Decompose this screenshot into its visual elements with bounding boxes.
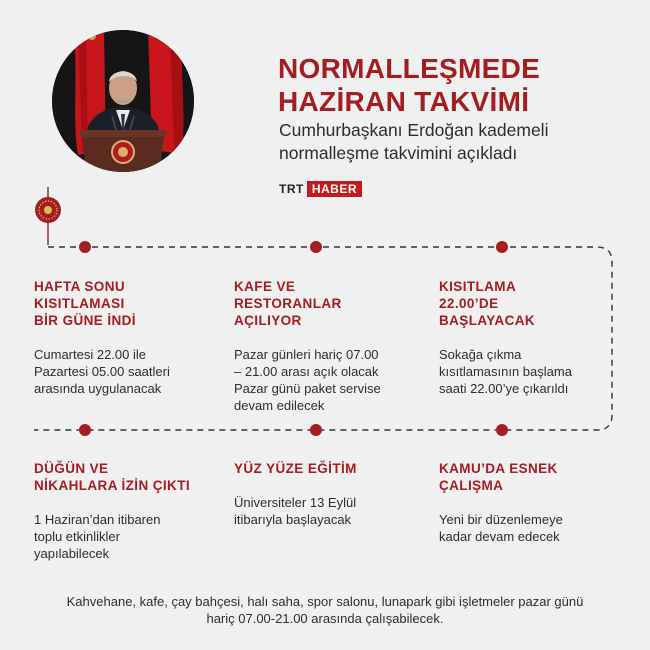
item-title-line: KAMU’DA ESNEK — [439, 461, 558, 476]
item-title-line: KISITLAMA — [439, 279, 517, 294]
logo-haber: HABER — [307, 181, 362, 197]
timeline-dot — [79, 241, 91, 253]
timeline-item — [34, 278, 214, 397]
item-title-line: YÜZ YÜZE EĞİTİM — [234, 461, 357, 476]
item-title-line: ÇALIŞMA — [439, 478, 504, 493]
subtitle-line: normalleşme takvimini açıkladı — [279, 143, 518, 163]
footnote-line: Kahvehane, kafe, çay bahçesi, halı saha, spor salonu, lunapark gibi işletmeler pazar günü — [66, 594, 584, 609]
timeline-dot — [310, 241, 322, 253]
item-text-line: itibarıyla başlayacak — [234, 512, 352, 527]
item-title-line: BİR GÜNE İNDİ — [34, 313, 136, 328]
item-title-line: KAFE VE — [234, 279, 296, 294]
item-title — [439, 460, 619, 494]
timeline-dot — [496, 424, 508, 436]
item-title — [439, 278, 619, 329]
subtitle-line: Cumhurbaşkanı Erdoğan kademeli — [279, 120, 549, 140]
item-text-line: Pazar günleri hariç 07.00 — [234, 347, 379, 362]
item-title-line: KISITLAMASI — [34, 296, 125, 311]
item-text — [34, 346, 214, 397]
item-text-line: kadar devam edecek — [439, 529, 560, 544]
item-text-line: arasında uygulanacak — [34, 381, 162, 396]
item-text-line: toplu etkinlikler — [34, 529, 120, 544]
item-text-line: Pazar günü paket servise — [234, 381, 381, 396]
item-text-line: – 21.00 arası açık olacak — [234, 364, 379, 379]
item-text — [34, 511, 214, 562]
item-title-line: DÜĞÜN VE — [34, 461, 109, 476]
timeline-item — [234, 460, 414, 528]
footnote-line: hariç 07.00-21.00 arasında çalışabilecek. — [206, 611, 444, 626]
item-title — [234, 278, 414, 329]
item-text-line: yapılabilecek — [34, 546, 110, 561]
item-title-line: 22.00’DE — [439, 296, 499, 311]
item-title — [34, 460, 214, 494]
item-text-line: Yeni bir düzenlemeye — [439, 512, 563, 527]
item-text — [439, 346, 619, 397]
item-title-line: BAŞLAYACAK — [439, 313, 536, 328]
item-text-line: saati 22.00’ye çıkarıldı — [439, 381, 569, 396]
item-title — [34, 278, 214, 329]
timeline-dot — [79, 424, 91, 436]
timeline-item — [34, 460, 214, 562]
item-text-line: Cumartesi 22.00 ile — [34, 347, 146, 362]
item-text — [234, 494, 414, 528]
item-title-line: NİKAHLARA İZİN ÇIKTI — [34, 478, 190, 493]
item-text — [439, 511, 619, 545]
logo-trt: TRT — [279, 181, 304, 196]
item-title-line: HAFTA SONU — [34, 279, 125, 294]
item-text-line: 1 Haziran’dan itibaren — [34, 512, 161, 527]
title-line: HAZİRAN TAKVİMİ — [278, 86, 530, 117]
timeline-item — [439, 278, 619, 397]
title-line: NORMALLEŞMEDE — [278, 53, 541, 84]
footnote — [20, 593, 630, 627]
item-text-line: Pazartesi 05.00 saatleri — [34, 364, 170, 379]
timeline-dot — [310, 424, 322, 436]
item-text-line: Üniversiteler 13 Eylül — [234, 495, 357, 510]
timeline-dot — [496, 241, 508, 253]
item-title-line: AÇILIYOR — [234, 313, 302, 328]
item-text-line: Sokağa çıkma — [439, 347, 522, 362]
item-title-line: RESTORANLAR — [234, 296, 342, 311]
timeline-item — [439, 460, 619, 545]
timeline-item — [234, 278, 414, 414]
item-text-line: kısıtlamasının başlama — [439, 364, 572, 379]
item-title — [234, 460, 414, 477]
item-text — [234, 346, 414, 414]
seal-icon — [35, 197, 61, 223]
item-text-line: devam edilecek — [234, 398, 325, 413]
